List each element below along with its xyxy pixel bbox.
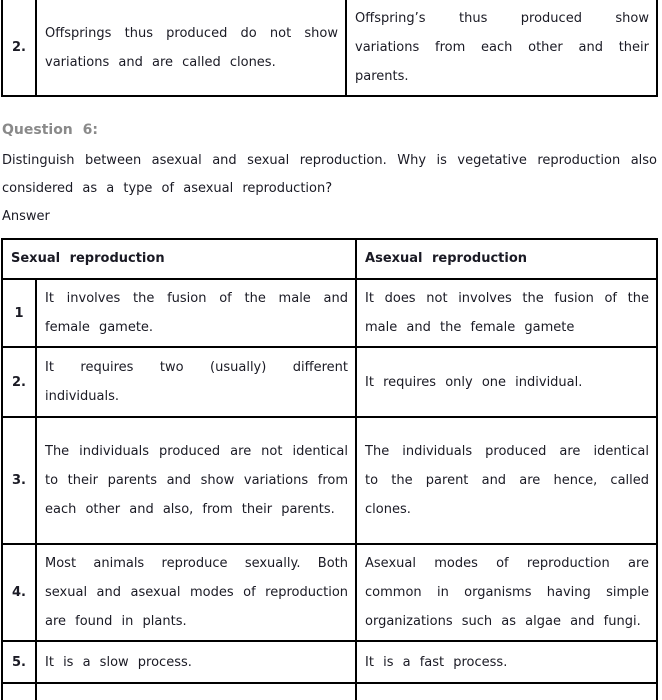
asexual-reproduction-cell: Asexual modes of reproduction are common in organisms having simple organizations such as algae and fungi.	[356, 544, 657, 641]
comparison-table	[1, 238, 658, 700]
sexual-reproduction-cell: It involves the fusion of the male and female gamete.	[36, 279, 356, 347]
sexual-reproduction-cell: The individuals produced are not identical to their parents and show variations from each other and also, from their parents.	[36, 417, 356, 544]
asexual-reproduction-cell: It requires only one individual.	[356, 347, 657, 417]
table-header-row	[2, 239, 657, 279]
table-row	[2, 279, 657, 347]
sexual-reproduction-cell: It is a slow process.	[36, 641, 356, 683]
sexual-reproduction-cell: It requires two (usually) different individuals.	[36, 347, 356, 417]
row-number: 1	[2, 279, 36, 347]
sexual-reproduction-cell: Offsprings thus produced do not show variations and are called clones.	[36, 0, 346, 96]
table-row-cutoff	[2, 683, 657, 700]
table-row	[2, 347, 657, 417]
table-row	[2, 0, 657, 96]
row-number: 2.	[2, 347, 36, 417]
header-sexual-reproduction: Sexual reproduction	[2, 239, 356, 279]
row-number: 2.	[2, 0, 36, 96]
question-label: Question 6:	[2, 122, 98, 138]
asexual-reproduction-cell	[356, 683, 657, 700]
question-text: Distinguish between asexual and sexual reproduction. Why is vegetative reproduction also considered as a type of asexual reproduction?	[2, 153, 657, 196]
asexual-reproduction-cell: Offspring’s thus produced show variations from each other and their parents.	[346, 0, 657, 96]
row-number: 5.	[2, 641, 36, 683]
row-number: 4.	[2, 544, 36, 641]
table-row	[2, 544, 657, 641]
previous-answer-table	[1, 0, 658, 97]
asexual-reproduction-cell: It is a fast process.	[356, 641, 657, 683]
header-asexual-reproduction: Asexual reproduction	[356, 239, 657, 279]
table-row	[2, 417, 657, 544]
asexual-reproduction-cell: The individuals produced are identical to the parent and are hence, called clones.	[356, 417, 657, 544]
table-row	[2, 641, 657, 683]
row-number	[2, 683, 36, 700]
sexual-reproduction-cell: Most animals reproduce sexually. Both sexual and asexual modes of reproduction are found in plants.	[36, 544, 356, 641]
asexual-reproduction-cell: It does not involves the fusion of the male and the female gamete	[356, 279, 657, 347]
sexual-reproduction-cell	[36, 683, 356, 700]
row-number: 3.	[2, 417, 36, 544]
answer-label: Answer	[2, 209, 50, 224]
